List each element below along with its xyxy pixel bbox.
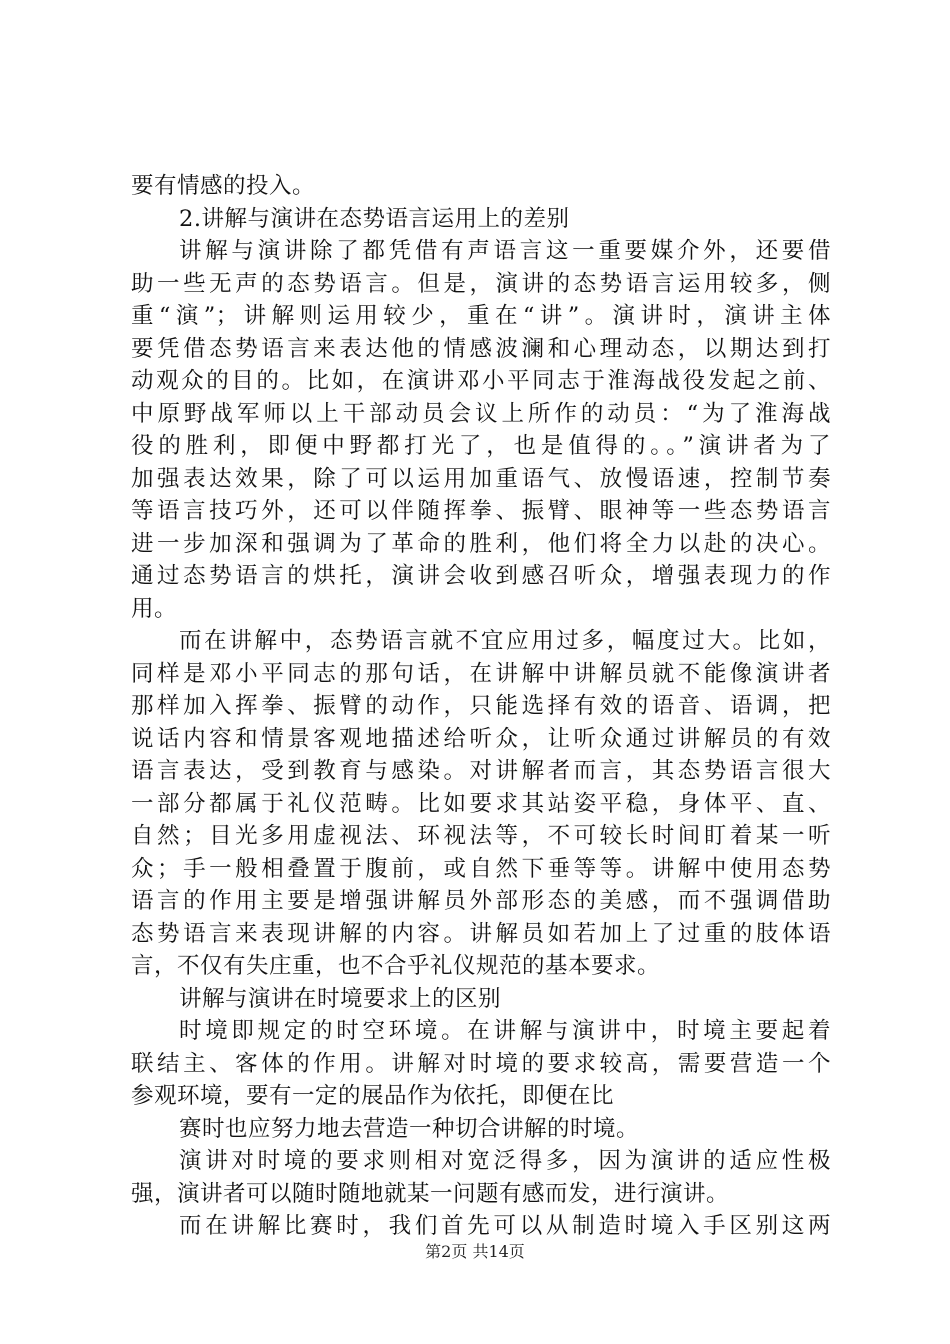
text-line: 那样加入挥拳、振臂的动作，只能选择有效的语音、语调，把 <box>131 693 831 719</box>
text-line: 语言的作用主要是增强讲解员外部形态的美感，而不强调借助 <box>131 888 831 914</box>
text-line: 加强表达效果，除了可以运用加重语气、放慢语速，控制节奏 <box>131 465 831 492</box>
text-line: 用。 <box>131 595 178 622</box>
text-line: 等语言技巧外，还可以伴随挥拳、振臂、眼神等一些态势语言 <box>131 498 831 524</box>
text-line: 动观众的目的。比如，在演讲邓小平同志于淮海战役发起之前、 <box>131 368 831 394</box>
text-line: 讲解与演讲在时境要求上的区别 <box>179 985 502 1012</box>
text-line: 助一些无声的态势语言。但是，演讲的态势语言运用较多，侧 <box>131 270 831 297</box>
text-line: 强，演讲者可以随时随地就某一问题有感而发，进行演讲。 <box>131 1180 730 1207</box>
text-line: 参观环境，要有一定的展品作为依托，即便在比 <box>131 1083 615 1109</box>
text-line: 赛时也应努力地去营造一种切合讲解的时境。 <box>179 1115 640 1142</box>
text-line: 中原野战军师以上干部动员会议上所作的动员：“为了淮海战 <box>131 400 831 427</box>
text-line: 而在讲解中，态势语言就不宜应用过多，幅度过大。比如， <box>179 628 831 654</box>
document-body <box>131 170 831 1243</box>
text-line: 自然；目光多用虚视法、环视法等，不可较长时间盯着某一听 <box>131 823 831 849</box>
text-line: 语言表达，受到教育与感染。对讲解者而言，其态势语言很大 <box>131 758 831 784</box>
text-line: 一部分都属于礼仪范畴。比如要求其站姿平稳，身体平、直、 <box>131 790 831 817</box>
page-footer: 第2页 共14页 <box>425 1242 525 1261</box>
text-line: 2.讲解与演讲在态势语言运用上的差别 <box>179 205 570 232</box>
text-line: 而在讲解比赛时，我们首先可以从制造时境入手区别这两 <box>179 1213 831 1239</box>
text-line: 要有情感的投入。 <box>131 173 316 199</box>
text-line: 要凭借态势语言来表达他的情感波澜和心理动态，以期达到打 <box>131 335 831 362</box>
text-line: 演讲对时境的要求则相对宽泛得多，因为演讲的适应性极 <box>179 1148 831 1174</box>
text-line: 众；手一般相叠置于腹前，或自然下垂等等。讲解中使用态势 <box>131 855 831 882</box>
text-line: 联结主、客体的作用。讲解对时境的要求较高，需要营造一个 <box>131 1050 831 1077</box>
text-line: 说话内容和情景客观地描述给听众，让听众通过讲解员的有效 <box>131 725 831 752</box>
text-line: 同样是邓小平同志的那句话，在讲解中讲解员就不能像演讲者 <box>131 660 831 687</box>
text-line: 言，不仅有失庄重，也不合乎礼仪规范的基本要求。 <box>131 953 661 979</box>
text-line: 进一步加深和强调为了革命的胜利，他们将全力以赴的决心。 <box>131 530 831 557</box>
text-line: 讲解与演讲除了都凭借有声语言这一重要媒介外，还要借 <box>179 238 831 264</box>
text-line: 态势语言来表现讲解的内容。讲解员如若加上了过重的肢体语 <box>131 920 831 947</box>
text-line: 役的胜利，即便中野都打光了，也是值得的。。”演讲者为了 <box>131 433 831 459</box>
text-line: 时境即规定的时空环境。在讲解与演讲中，时境主要起着 <box>179 1018 831 1044</box>
text-line: 通过态势语言的烘托，演讲会收到感召听众，增强表现力的作 <box>131 563 831 589</box>
text-line: 重“演”；讲解则运用较少，重在“讲”。演讲时，演讲主体 <box>131 303 831 329</box>
